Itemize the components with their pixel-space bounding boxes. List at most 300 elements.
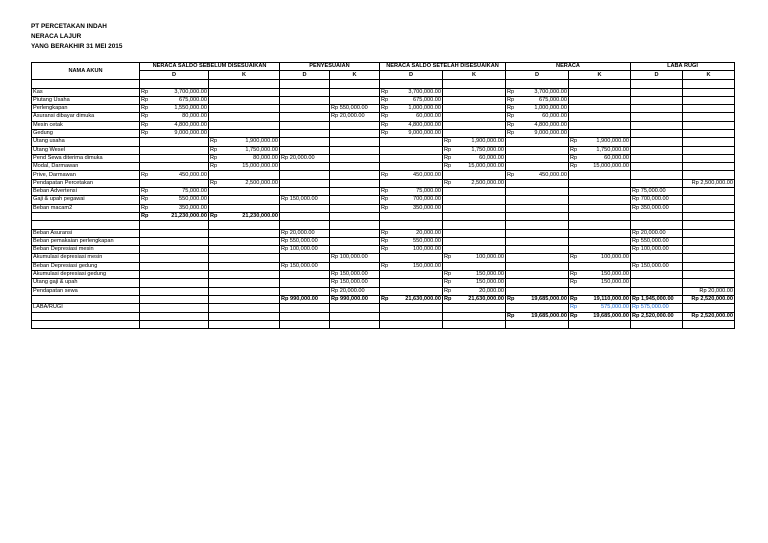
header-group: NERACA SALDO SEBELUM DISESUAIKAN — [140, 63, 280, 71]
amount-nrk — [581, 221, 631, 229]
amount-lrd — [631, 171, 683, 179]
currency-nrd — [506, 212, 518, 220]
amount-nsk — [221, 88, 280, 96]
amount-nsk — [221, 113, 280, 121]
currency-nsk: Rp — [209, 179, 221, 187]
amount-lrd: Rp 2,520,000.00 — [631, 312, 683, 320]
amount-lrk — [683, 154, 735, 162]
amount-pk — [330, 320, 380, 328]
amount-nrd — [518, 271, 569, 279]
currency-ssd: Rp — [380, 204, 392, 212]
amount-lrk — [683, 196, 735, 204]
currency-nsd — [140, 179, 152, 187]
amount-nrk — [581, 229, 631, 237]
currency-nsd — [140, 287, 152, 295]
amount-pd — [280, 279, 330, 287]
account-name — [32, 312, 140, 320]
amount-ssk — [455, 88, 506, 96]
header-d: D — [140, 71, 209, 80]
amount-pk: Rp 550,000.00 — [330, 105, 380, 113]
table-row — [32, 237, 735, 245]
amount-nsd — [152, 320, 209, 328]
amount-nrk — [581, 204, 631, 212]
table-row — [32, 304, 735, 312]
currency-nrk: Rp — [569, 295, 581, 303]
account-name: Utang gaji & upah — [32, 279, 140, 287]
amount-ssd: 3,700,000.00 — [392, 88, 443, 96]
currency-nrd: Rp — [506, 96, 518, 104]
amount-pd — [280, 171, 330, 179]
currency-nsd — [140, 320, 152, 328]
amount-nrd: 19,685,000.00 — [518, 295, 569, 303]
amount-nsd — [152, 179, 209, 187]
currency-ssd — [380, 146, 392, 154]
amount-nsk — [221, 287, 280, 295]
currency-nsk — [209, 88, 221, 96]
amount-ssk — [455, 221, 506, 229]
amount-lrd: Rp 575,000.00 — [631, 304, 683, 312]
table-row — [32, 146, 735, 154]
currency-nsk — [209, 262, 221, 270]
amount-nsd: 3,700,000.00 — [152, 88, 209, 96]
amount-ssd: 9,000,000.00 — [392, 129, 443, 137]
amount-nsd — [152, 229, 209, 237]
currency-nrk — [569, 121, 581, 129]
amount-pd — [280, 212, 330, 220]
currency-nsk — [209, 196, 221, 204]
amount-ssk — [455, 304, 506, 312]
currency-ssk — [443, 80, 455, 88]
amount-nsd — [152, 237, 209, 245]
amount-pk — [330, 237, 380, 245]
currency-ssk: Rp — [443, 279, 455, 287]
amount-nsd: 21,230,000.00 — [152, 212, 209, 220]
amount-nsk: 21,230,000.00 — [221, 212, 280, 220]
table-row — [32, 129, 735, 137]
currency-nrd — [506, 320, 518, 328]
amount-lrk — [683, 163, 735, 171]
currency-nrk — [569, 129, 581, 137]
currency-ssd — [380, 163, 392, 171]
table-row — [32, 163, 735, 171]
blank-row — [32, 80, 735, 88]
amount-ssk: 60,000.00 — [455, 154, 506, 162]
header-k: K — [569, 71, 631, 80]
currency-ssk: Rp — [443, 271, 455, 279]
currency-nrd — [506, 262, 518, 270]
currency-nsd — [140, 163, 152, 171]
currency-nsd: Rp — [140, 129, 152, 137]
amount-ssk — [455, 121, 506, 129]
amount-nsd: 4,800,000.00 — [152, 121, 209, 129]
amount-lrd — [631, 88, 683, 96]
amount-ssk: 1,750,000.00 — [455, 146, 506, 154]
amount-nsk — [221, 188, 280, 196]
currency-nrd — [506, 146, 518, 154]
amount-lrk — [683, 146, 735, 154]
amount-lrk — [683, 188, 735, 196]
currency-ssd: Rp — [380, 188, 392, 196]
amount-lrd — [631, 271, 683, 279]
amount-ssk: 150,000.00 — [455, 271, 506, 279]
amount-ssd: 550,000.00 — [392, 237, 443, 245]
amount-pd — [280, 221, 330, 229]
amount-pd — [280, 105, 330, 113]
currency-nrd: Rp — [506, 121, 518, 129]
amount-nsd: 350,000.00 — [152, 204, 209, 212]
header-group: NERACA — [506, 63, 631, 71]
amount-ssk — [455, 80, 506, 88]
amount-ssd — [392, 138, 443, 146]
amount-lrd — [631, 154, 683, 162]
currency-ssd: Rp — [380, 96, 392, 104]
amount-nrk — [581, 171, 631, 179]
currency-ssk — [443, 88, 455, 96]
account-name: Akumulasi depresiasi gedung — [32, 271, 140, 279]
amount-pd — [280, 312, 330, 320]
amount-pk — [330, 121, 380, 129]
amount-nrd — [518, 254, 569, 262]
account-name: Gaji & upah pegawai — [32, 196, 140, 204]
amount-pk: Rp 100,000.00 — [330, 254, 380, 262]
currency-ssd: Rp — [380, 196, 392, 204]
amount-lrk — [683, 212, 735, 220]
amount-ssk: 1,900,000.00 — [455, 138, 506, 146]
currency-nsk — [209, 229, 221, 237]
account-name: LABA/RUGI — [32, 304, 140, 312]
currency-ssd — [380, 271, 392, 279]
amount-nrk: 575,000.00 — [581, 304, 631, 312]
amount-pd: Rp 20,000.00 — [280, 229, 330, 237]
amount-ssd — [392, 179, 443, 187]
currency-nrd — [506, 196, 518, 204]
amount-ssk — [455, 262, 506, 270]
currency-ssd: Rp — [380, 105, 392, 113]
table-row — [32, 188, 735, 196]
currency-ssd: Rp — [380, 237, 392, 245]
currency-ssk: Rp — [443, 163, 455, 171]
currency-nrk — [569, 237, 581, 245]
amount-nsk — [221, 312, 280, 320]
amount-nrk — [581, 287, 631, 295]
amount-nrd: 4,800,000.00 — [518, 121, 569, 129]
amount-ssk — [455, 212, 506, 220]
currency-nrd — [506, 138, 518, 146]
amount-lrd — [631, 221, 683, 229]
currency-nsk — [209, 171, 221, 179]
currency-ssd: Rp — [380, 129, 392, 137]
amount-pd — [280, 254, 330, 262]
currency-ssk: Rp — [443, 254, 455, 262]
currency-nsk — [209, 295, 221, 303]
amount-ssd — [392, 320, 443, 328]
amount-pk: Rp 150,000.00 — [330, 279, 380, 287]
currency-nsd: Rp — [140, 171, 152, 179]
currency-ssk: Rp — [443, 179, 455, 187]
amount-nrd — [518, 154, 569, 162]
currency-nsd: Rp — [140, 113, 152, 121]
currency-nsk: Rp — [209, 154, 221, 162]
currency-nrd — [506, 80, 518, 88]
amount-nrk: 150,000.00 — [581, 279, 631, 287]
amount-pd: Rp 550,000.00 — [280, 237, 330, 245]
account-name: Beban Depresiasi mesin — [32, 246, 140, 254]
currency-nsd: Rp — [140, 105, 152, 113]
header-k: K — [209, 71, 280, 80]
amount-ssk — [455, 246, 506, 254]
currency-nsd — [140, 146, 152, 154]
amount-nrd — [518, 80, 569, 88]
currency-nsd — [140, 304, 152, 312]
currency-ssd — [380, 138, 392, 146]
header-d: D — [506, 71, 569, 80]
currency-nsd — [140, 312, 152, 320]
amount-nrk — [581, 105, 631, 113]
currency-nrk: Rp — [569, 271, 581, 279]
currency-nrd — [506, 271, 518, 279]
amount-pd — [280, 121, 330, 129]
amount-lrk — [683, 204, 735, 212]
amount-lrk — [683, 88, 735, 96]
currency-ssk: Rp — [443, 295, 455, 303]
currency-ssk — [443, 196, 455, 204]
amount-lrd — [631, 138, 683, 146]
amount-nsk — [221, 304, 280, 312]
amount-nsk: 1,750,000.00 — [221, 146, 280, 154]
currency-nsk — [209, 246, 221, 254]
amount-ssd: 350,000.00 — [392, 204, 443, 212]
currency-nrk — [569, 287, 581, 295]
amount-nrd — [518, 246, 569, 254]
amount-lrd: Rp 20,000.00 — [631, 229, 683, 237]
amount-ssd: 1,000,000.00 — [392, 105, 443, 113]
amount-nsd — [152, 254, 209, 262]
amount-ssd — [392, 80, 443, 88]
currency-nrd — [506, 179, 518, 187]
currency-nsd — [140, 154, 152, 162]
currency-nrk — [569, 171, 581, 179]
amount-lrk: Rp 2,500,000.00 — [683, 179, 735, 187]
amount-lrk — [683, 129, 735, 137]
currency-nrk: Rp — [569, 138, 581, 146]
currency-nsd — [140, 229, 152, 237]
amount-pk — [330, 204, 380, 212]
table-row — [32, 171, 735, 179]
currency-nsd: Rp — [140, 96, 152, 104]
amount-nsk: 80,000.00 — [221, 154, 280, 162]
header-row-groups — [32, 63, 735, 71]
amount-pk — [330, 171, 380, 179]
currency-nrk — [569, 105, 581, 113]
account-name: Modal, Darmawan — [32, 163, 140, 171]
amount-lrk — [683, 121, 735, 129]
amount-nrd — [518, 287, 569, 295]
amount-lrd — [631, 179, 683, 187]
amount-nrd — [518, 204, 569, 212]
amount-nsd — [152, 154, 209, 162]
currency-ssd: Rp — [380, 262, 392, 270]
account-name: Mesin cetak — [32, 121, 140, 129]
currency-nrd: Rp — [506, 312, 518, 320]
amount-nrk — [581, 80, 631, 88]
amount-lrd — [631, 121, 683, 129]
table-row — [32, 121, 735, 129]
currency-nrd — [506, 254, 518, 262]
currency-nrd: Rp — [506, 113, 518, 121]
amount-lrk — [683, 246, 735, 254]
table-row — [32, 295, 735, 303]
currency-nrd — [506, 304, 518, 312]
currency-ssd: Rp — [380, 88, 392, 96]
currency-nsd — [140, 271, 152, 279]
currency-nrd — [506, 188, 518, 196]
account-name: Pendapatan Percetakan — [32, 179, 140, 187]
currency-nsk — [209, 237, 221, 245]
currency-nsd — [140, 80, 152, 88]
amount-nrd — [518, 196, 569, 204]
amount-pd — [280, 96, 330, 104]
currency-ssd: Rp — [380, 246, 392, 254]
report-period: YANG BERAKHIR 31 MEI 2015 — [31, 43, 123, 50]
currency-nsk — [209, 221, 221, 229]
amount-nsk: 2,500,000.00 — [221, 179, 280, 187]
amount-lrd — [631, 96, 683, 104]
amount-nrd — [518, 146, 569, 154]
currency-nrd — [506, 221, 518, 229]
amount-ssd — [392, 287, 443, 295]
table-row — [32, 254, 735, 262]
amount-nrk — [581, 237, 631, 245]
currency-nsd: Rp — [140, 121, 152, 129]
amount-ssk — [455, 196, 506, 204]
amount-lrd — [631, 105, 683, 113]
amount-nrk: 1,900,000.00 — [581, 138, 631, 146]
amount-pk — [330, 154, 380, 162]
amount-lrd: Rp 100,000.00 — [631, 246, 683, 254]
account-name: Beban Advertensi — [32, 188, 140, 196]
amount-nsk — [221, 196, 280, 204]
amount-nrk — [581, 88, 631, 96]
amount-nrd — [518, 262, 569, 270]
amount-nsd — [152, 312, 209, 320]
amount-nrd — [518, 237, 569, 245]
currency-ssd: Rp — [380, 113, 392, 121]
currency-ssd — [380, 212, 392, 220]
header-nama-akun: NAMA AKUN — [32, 63, 140, 80]
account-name: Piutang Usaha — [32, 96, 140, 104]
amount-lrd: Rp 350,000.00 — [631, 204, 683, 212]
currency-nsd: Rp — [140, 88, 152, 96]
amount-lrk — [683, 271, 735, 279]
amount-pk — [330, 96, 380, 104]
amount-pd — [280, 80, 330, 88]
amount-pd: Rp 20,000.00 — [280, 154, 330, 162]
amount-nrd — [518, 163, 569, 171]
amount-nsk: 1,900,000.00 — [221, 138, 280, 146]
amount-ssd: 20,000.00 — [392, 229, 443, 237]
amount-pk: Rp 20,000.00 — [330, 113, 380, 121]
currency-ssk — [443, 246, 455, 254]
account-name: Gedung — [32, 129, 140, 137]
currency-ssd: Rp — [380, 121, 392, 129]
currency-nrk — [569, 221, 581, 229]
amount-nrk — [581, 179, 631, 187]
currency-ssd: Rp — [380, 171, 392, 179]
amount-pk — [330, 196, 380, 204]
amount-ssk — [455, 105, 506, 113]
amount-ssk — [455, 229, 506, 237]
amount-nrk — [581, 246, 631, 254]
currency-nrd: Rp — [506, 88, 518, 96]
currency-nsd — [140, 295, 152, 303]
amount-ssd: 60,000.00 — [392, 113, 443, 121]
account-name — [32, 80, 140, 88]
currency-nsd — [140, 262, 152, 270]
amount-nsd — [152, 138, 209, 146]
amount-nsd: 550,000.00 — [152, 196, 209, 204]
amount-nsd — [152, 246, 209, 254]
currency-ssk — [443, 237, 455, 245]
currency-ssd — [380, 320, 392, 328]
amount-ssk: 15,000,000.00 — [455, 163, 506, 171]
amount-lrd: Rp 150,000.00 — [631, 262, 683, 270]
currency-ssk — [443, 212, 455, 220]
currency-nrd — [506, 154, 518, 162]
amount-lrk — [683, 171, 735, 179]
amount-lrd: Rp 700,000.00 — [631, 196, 683, 204]
header-d: D — [280, 71, 330, 80]
currency-nrk — [569, 96, 581, 104]
amount-ssd: 100,000.00 — [392, 246, 443, 254]
currency-nrk — [569, 320, 581, 328]
currency-nsk — [209, 113, 221, 121]
table-row — [32, 154, 735, 162]
currency-ssd — [380, 312, 392, 320]
amount-pd — [280, 88, 330, 96]
amount-ssk — [455, 171, 506, 179]
amount-pk — [330, 138, 380, 146]
currency-nrk — [569, 88, 581, 96]
currency-ssd — [380, 221, 392, 229]
amount-ssd — [392, 146, 443, 154]
amount-pk — [330, 179, 380, 187]
currency-ssk — [443, 188, 455, 196]
blank-row — [32, 320, 735, 328]
amount-nsk — [221, 171, 280, 179]
amount-ssd — [392, 312, 443, 320]
amount-nsk — [221, 246, 280, 254]
amount-lrd — [631, 163, 683, 171]
amount-ssk: 2,500,000.00 — [455, 179, 506, 187]
header-group: PENYESUAIAN — [280, 63, 380, 71]
amount-nrd — [518, 279, 569, 287]
account-name: Kas — [32, 88, 140, 96]
amount-ssd — [392, 154, 443, 162]
amount-ssd — [392, 271, 443, 279]
amount-lrk — [683, 113, 735, 121]
amount-ssd — [392, 212, 443, 220]
currency-ssd — [380, 254, 392, 262]
currency-nrd — [506, 237, 518, 245]
table-row — [32, 312, 735, 320]
amount-nsk — [221, 271, 280, 279]
table-row — [32, 179, 735, 187]
currency-nrk: Rp — [569, 312, 581, 320]
table-row — [32, 271, 735, 279]
currency-nrd — [506, 279, 518, 287]
amount-pd — [280, 179, 330, 187]
header-d: D — [631, 71, 683, 80]
